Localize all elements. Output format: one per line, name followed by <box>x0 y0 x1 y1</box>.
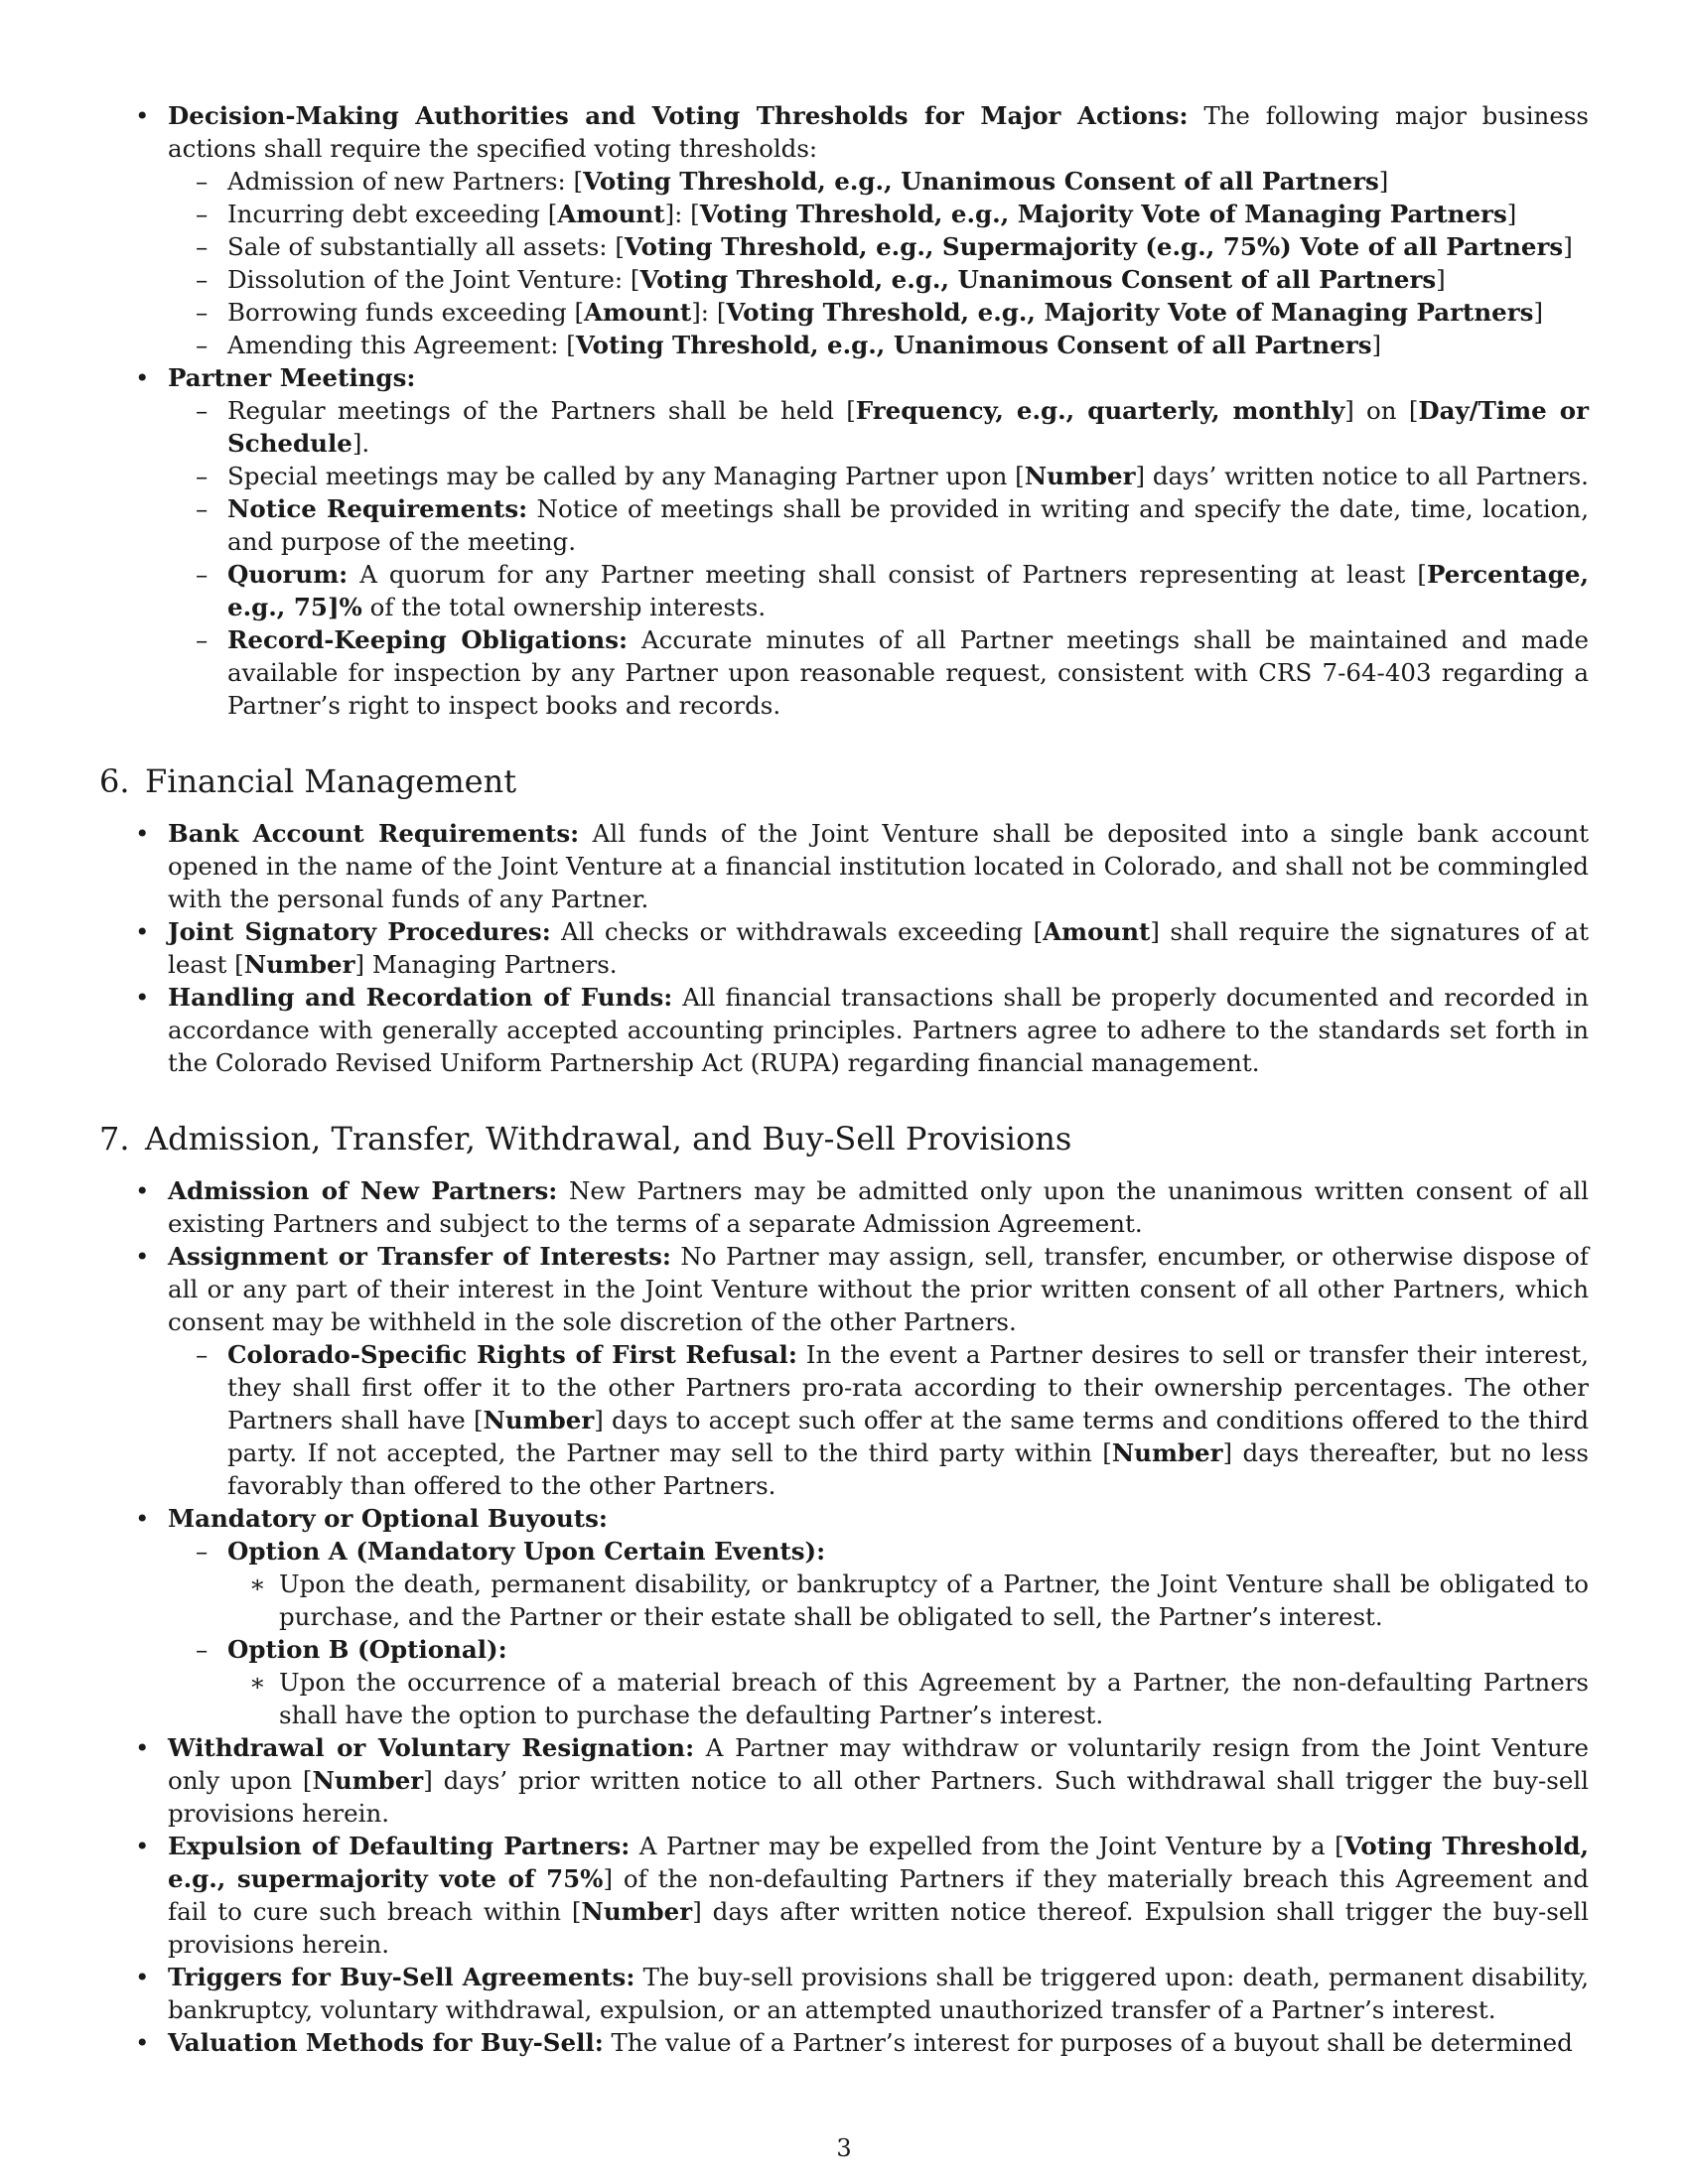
assignment-sublist <box>168 1338 1589 1502</box>
threshold-item: – Admission of new Partners: [Voting Threshold, e.g., Unanimous Consent of all Partners] <box>168 165 1589 198</box>
threshold-item: – Borrowing funds exceeding [Amount]: [Voting Threshold, e.g., Majority Vote of Managing Partners] <box>168 296 1589 329</box>
threshold-item: – Sale of substantially all assets: [Voting Threshold, e.g., Supermajority (e.g., 75%) Vote of all Partners] <box>168 230 1589 263</box>
handling-funds-item: • Handling and Recordation of Funds: All financial transactions shall be properly documented and recorded in accordance with generally accepted accounting principles. Partners agree to adhere to the standards set forth in the Colorado Revised Uniform Partnership Act (RUPA) regarding financial management. <box>99 981 1589 1079</box>
section-6-heading: 6. Financial Management <box>99 762 517 800</box>
buyouts-options <box>168 1535 1589 1731</box>
page-number: 3 <box>836 2134 852 2162</box>
item-label: Decision-Making Authorities and Voting Thresholds for Major Actions: <box>168 101 1189 130</box>
option-b: – Option B (Optional): ∗ Upon the occurrence of a material breach of this Agreement by a Partner, the non-defaulting Partners shall have the option to purchase the defaulting Partner’s interest. <box>168 1633 1589 1731</box>
expulsion-item: • Expulsion of Defaulting Partners: A Partner may be expelled from the Joint Venture by a [Voting Threshold, e.g., supermajority vote of 75%] of the non-defaulting Partners if they materially breach this Agreement and fail to cure such breach within [Number] days after written notice thereof. Expulsion shall trigger the buy-sell provisions herein. <box>99 1830 1589 1961</box>
page-content <box>99 99 1589 2059</box>
threshold-item: – Amending this Agreement: [Voting Threshold, e.g., Unanimous Consent of all Partners] <box>168 329 1589 361</box>
decision-making-item: • Decision-Making Authorities and Voting Thresholds for Major Actions: The following major business actions shall require the specified voting thresholds: – Admission of new Partners: [Voting Threshold, e.g., Unanimous Consent of all Partners] – Incurring debt exceeding [Amount]: [Voting Threshold, e.g., Majority Vote of Managing Partners] – Sale of substantially all assets: [Voting Threshold, e.g., Supermajority (e.g., 75%) Vote of all Partners] – Dissolution of the Joint Venture: [Voting Threshold, e.g., Unanimous Consent of all Partners] – Borrowing funds exceeding [Amount]: [Voting Threshold, e.g., Majority Vote of Managing Partners] – Amending this Agreement: [Voting Threshold, e.g., Unanimous Consent of all Partners] <box>99 99 1589 361</box>
bank-account-item: • Bank Account Requirements: All funds of the Joint Venture shall be deposited into a single bank account opened in the name of the Joint Venture at a financial institution located in Colorado, and shall not be commingled with the personal funds of any Partner. <box>99 817 1589 915</box>
item-label: Partner Meetings: <box>168 363 416 392</box>
partner-meetings-item <box>99 361 1589 722</box>
voting-threshold-list <box>168 165 1589 361</box>
assignment-item: • Assignment or Transfer of Interests: No Partner may assign, sell, transfer, encumber, or otherwise dispose of all or any part of their interest in the Joint Venture without the prior written consent of all other Partners, which consent may be withheld in the sole discretion of the other Partners. – Colorado-Specific Rights of First Refusal: In the event a Partner desires to sell or transfer their interest, they shall first offer it to the other Partners pro-rata according to their ownership percentages. The other Partners shall have [Number] days to accept such offer at the same terms and conditions offered to the third party. If not accepted, the Partner may sell to the third party within [Number] days thereafter, but no less favorably than offered to the other Partners. <box>99 1240 1589 1502</box>
withdrawal-item: • Withdrawal or Voluntary Resignation: A Partner may withdraw or voluntarily resign from the Joint Venture only upon [Number] days’ prior written notice to all other Partners. Such withdrawal shall trigger the buy-sell provisions herein. <box>99 1731 1589 1830</box>
meetings-list <box>168 394 1589 722</box>
threshold-item: – Dissolution of the Joint Venture: [Voting Threshold, e.g., Unanimous Consent of all Partners] <box>168 263 1589 296</box>
section-6-list <box>99 817 1589 1079</box>
valuation-item: • Valuation Methods for Buy-Sell: The value of a Partner’s interest for purposes of a buyout shall be determined <box>99 2026 1589 2059</box>
admission-item: • Admission of New Partners: New Partners may be admitted only upon the unanimous written consent of all existing Partners and subject to the terms of a separate Admission Agreement. <box>99 1174 1589 1240</box>
governance-list <box>99 99 1589 722</box>
buyouts-item: • Mandatory or Optional Buyouts: – Option A (Mandatory Upon Certain Events): ∗ Upon the death, permanent disability, or bankruptcy of a Partner, the Joint Venture shall be obligated to purchase, and the Partner or their estate shall be obligated to sell, the Partner’s interest. – Option B (Optional): ∗ Upon the occurrence of a material breach of this Agreement by a Partner, the non-defaulting Partners shall have the option to purchase the defaulting Partner’s interest. <box>99 1502 1589 1731</box>
threshold-item: – Incurring debt exceeding [Amount]: [Voting Threshold, e.g., Majority Vote of Managing Partners] <box>168 198 1589 230</box>
triggers-item: • Triggers for Buy-Sell Agreements: The buy-sell provisions shall be triggered upon: death, permanent disability, bankruptcy, voluntary withdrawal, expulsion, or an attempted unauthorized transfer of a Partner’s interest. <box>99 1961 1589 2026</box>
section-7-list <box>99 1174 1589 2059</box>
special-meetings: – Special meetings may be called by any Managing Partner upon [Number] days’ written notice to all Partners. <box>168 460 1589 492</box>
rofr-item: – Colorado-Specific Rights of First Refusal: In the event a Partner desires to sell or transfer their interest, they shall first offer it to the other Partners pro-rata according to their ownership percentages. The other Partners shall have [Number] days to accept such offer at the same terms and conditions offered to the third party. If not accepted, the Partner may sell to the third party within [Number] days thereafter, but no less favorably than offered to the other Partners. <box>168 1338 1589 1502</box>
section-7-heading: 7. Admission, Transfer, Withdrawal, and Buy-Sell Provisions <box>99 1120 1072 1158</box>
notice-requirements: – Notice Requirements: Notice of meetings shall be provided in writing and specify the date, time, location, and purpose of the meeting. <box>168 492 1589 558</box>
record-keeping: – Record-Keeping Obligations: Accurate minutes of all Partner meetings shall be maintained and made available for inspection by any Partner upon reasonable request, consistent with CRS 7-64-403 regarding a Partner’s right to inspect books and records. <box>168 623 1589 722</box>
quorum: – Quorum: A quorum for any Partner meeting shall consist of Partners representing at least [Percentage, e.g., 75]% of the total ownership interests. <box>168 558 1589 623</box>
joint-signatory-item: • Joint Signatory Procedures: All checks or withdrawals exceeding [Amount] shall require the signatures of at least [Number] Managing Partners. <box>99 915 1589 981</box>
regular-meetings: – Regular meetings of the Partners shall be held [Frequency, e.g., quarterly, monthly] on [Day/Time or Schedule]. <box>168 394 1589 460</box>
option-b-text: ∗ Upon the occurrence of a material breach of this Agreement by a Partner, the non-defaulting Partners shall have the option to purchase the defaulting Partner’s interest. <box>227 1666 1589 1731</box>
option-a: – Option A (Mandatory Upon Certain Events): ∗ Upon the death, permanent disability, or bankruptcy of a Partner, the Joint Venture shall be obligated to purchase, and the Partner or their estate shall be obligated to sell, the Partner’s interest. <box>168 1535 1589 1633</box>
option-a-text: ∗ Upon the death, permanent disability, or bankruptcy of a Partner, the Joint Venture shall be obligated to purchase, and the Partner or their estate shall be obligated to sell, the Partner’s interest. <box>227 1568 1589 1633</box>
